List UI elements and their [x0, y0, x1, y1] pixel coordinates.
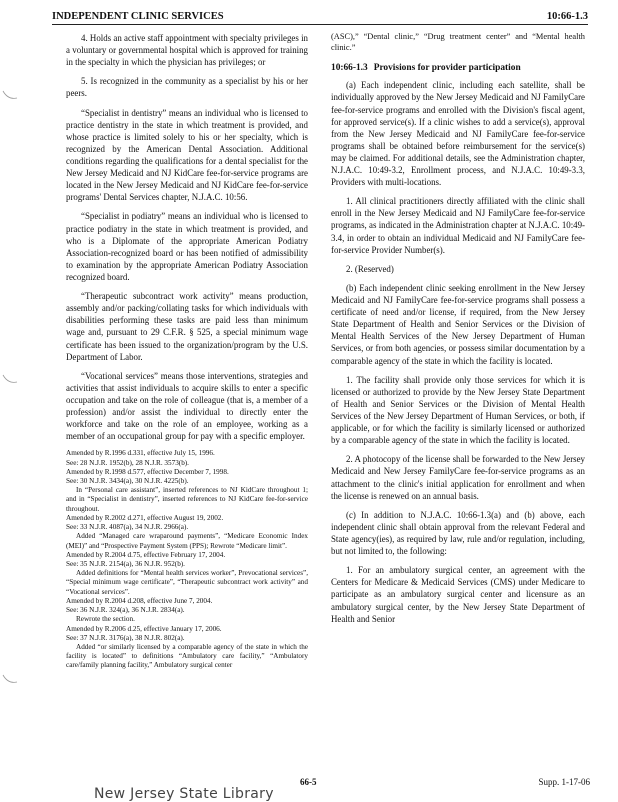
paragraph-b: (b) Each independent clinic seeking enrollment in the New Jersey Medicaid and NJ FamilyCare fee-for-service programs shall possess a certificate of need and/or license, if required, from the New Jersey State Department of Health and Senior Services or the Division of Mental Health Services of the New Jersey Department of Human Services, or from both agencies, or possess similar documentation by a comparable agency of the state in which the facility is located. [331, 282, 585, 366]
paragraph-a2: 2. (Reserved) [346, 263, 394, 274]
continued-text: (ASC),” “Dental clinic,” “Drug treatment center” and “Mental health clinic.” [331, 32, 585, 52]
definition-vocational-services: “Vocational services” means those interventions, strategies and activities that assist individuals to acquire skills to enter a specific occupation and take on the role of colleague (that is, a member of a profession) and/or assist the individual to directly enter the workforce and take on the role of an employee, working as a member of an occupational group for pay with a specific employer. [66, 370, 308, 442]
history-line: See: 36 N.J.R. 324(a), 36 N.J.R. 2834(a). [66, 606, 185, 615]
history-notes [66, 449, 308, 670]
left-column [66, 32, 308, 671]
library-stamp: New Jersey State Library [94, 786, 274, 802]
history-line: Amended by R.2004 d.208, effective June 7, 2004. [66, 596, 213, 605]
paragraph-a: (a) Each independent clinic, including each satellite, shall be individually approved by the New Jersey Medicaid and NJ FamilyCare fee-for-service programs and enrolled with the Division's fiscal agent, for approved service(s). If a clinic wishes to add a service(s), approval from the New Jersey Medicaid and NJ FamilyCare fee-for-service programs shall be obtained before reimbursement for the service(s) may be claimed. For additional details, see the Administration chapter, N.J.A.C. 10:49-3.2, Enrollment process, and N.J.A.C. 10:49-3.3, Providers with multi-locations. [331, 80, 585, 188]
history-line: Added “Managed care wraparound payments”, “Medicare Economic Index (MEI)” and “Prospective Payment System (PPS); Rewrote “Medicare limit”. [66, 532, 308, 550]
punch-hole-mark-icon [2, 672, 18, 684]
history-line: See: 35 N.J.R. 2154(a), 36 N.J.R. 952(b). [66, 560, 185, 569]
history-line: Amended by R.2004 d.75, effective February 17, 2004. [66, 550, 226, 559]
paragraph-c: (c) In addition to N.J.A.C. 10:66-1.3(a) and (b) above, each independent clinic shall obtain approval from the relevant Federal and State agency(ies), as required by law, rule and/or regulation, including, but not limited to, the following: [331, 509, 585, 557]
paragraph: 5. Is recognized in the community as a specialist by his or her peers. [66, 76, 308, 99]
history-line: See: 37 N.J.R. 3176(a), 38 N.J.R. 802(a). [66, 633, 185, 642]
header-section: 10:66-1.3 [546, 11, 588, 22]
history-line: See: 33 N.J.R. 4087(a), 34 N.J.R. 2966(a). [66, 523, 189, 532]
punch-hole-mark-icon [2, 372, 18, 384]
running-header [52, 6, 588, 25]
section-title: Provisions for provider participation [373, 62, 521, 73]
history-line: Amended by R.2002 d.271, effective August 19, 2002. [66, 513, 224, 522]
paragraph-b2: 2. A photocopy of the license shall be forwarded to the New Jersey Medicaid and New Jersey FamilyCare fee-for-service programs as an attachment to the clinic's initial application for enrollment and when the license is renewed on an annual basis. [331, 454, 585, 501]
history-line: Added “or similarly licensed by a comparable agency of the state in which the facility is located” to definitions “Ambulatory care facility,” “Ambulatory care/family planning facility,” Ambulatory surgical center [66, 642, 308, 670]
paragraph-b1: 1. The facility shall provide only those services for which it is licensed or authorized to provide by the New Jersey State Department of Health and Senior Services or the Division of Mental Health Services of the New Jersey Department of Human Services, or both, if applicable, or for which the facility is similarly licensed or authorized by a comparable agency of the state in which the facility is located. [331, 374, 585, 446]
supplement-date: Supp. 1-17-06 [538, 777, 590, 787]
paragraph-c1: 1. For an ambulatory surgical center, an agreement with the Centers for Medicare & Medicaid Services (CMS) under Medicare to participate as an ambulatory surgical center and licensure as an ambulatory surgical center, by the New Jersey State Department of Health and Senior [331, 565, 585, 624]
history-line: Amended by R.2006 d.25, effective January 17, 2006. [66, 624, 222, 633]
history-line: See: 28 N.J.R. 1952(b), 28 N.J.R. 3573(b). [66, 458, 189, 467]
header-title: INDEPENDENT CLINIC SERVICES [52, 11, 224, 22]
section-number: 10:66-1.3 [331, 62, 368, 73]
definition-specialist-podiatry: “Specialist in podiatry” means an individual who is licensed to practice podiatry in the state in which treatment is provided, and who is a Diplomate of the appropriate American Podiatry Association-recognized board or has been notified of admissibility to examination by the appropriate American Podiatry Association recognized board. [66, 211, 308, 282]
section-heading [331, 62, 585, 75]
history-line: Amended by R.1996 d.331, effective July 15, 1996. [66, 449, 215, 458]
paragraph: 4. Holds an active staff appointment with specialty privileges in a voluntary or governmental hospital which is approved for training in the specialty in which the physician has privileges; or [66, 33, 308, 68]
punch-hole-mark-icon [2, 88, 18, 100]
page-number: 66-5 [300, 777, 317, 787]
paragraph-a1: 1. All clinical practitioners directly affiliated with the clinic shall enroll in the New Jersey Medicaid and NJ FamilyCare fee-for-service programs, as indicated in the Administration chapter at N.J.A.C. 10:49-3.4, in order to obtain an individual Medicaid and NJ FamilyCare fee-for-service Provider Number(s). [331, 196, 585, 255]
history-line: Added definitions for “Mental health services worker”, Prevocational services”, “Special minimum wage certificate”, “Therapeutic subcontract work activity” and “Vocational services”. [66, 569, 308, 596]
definition-therapeutic-subcontract: “Therapeutic subcontract work activity” means production, assembly and/or packing/collating tasks for which individuals with disabilities performing these tasks are paid less than minimum wage and, pursuant to 29 C.F.R. § 525, a special minimum wage certificate has been issued to the organization/program by the U.S. Department of Labor. [66, 291, 308, 362]
history-line: Rewrote the section. [76, 615, 135, 624]
right-column [331, 32, 585, 632]
history-line: In “Personal care assistant”, inserted references to NJ KidCare throughout 1; and in “Specialist in dentistry”, inserted references to NJ KidCare fee-for-service throughout. [66, 486, 308, 513]
definition-specialist-dentistry: “Specialist in dentistry” means an individual who is licensed to practice dentistry in the state in which treatment is provided, and whose practice is limited solely to his or her specialty, which is recognized by the American Dental Association. Additional conditions regarding the qualifications for a dental specialist for the New Jersey Medicaid and NJ KidCare fee-for-service programs are located in the New Jersey Medicaid and NJ KidCare fee-for-service programs' Dental Services chapter, N.J.A.C. 10:56. [66, 107, 308, 203]
history-line: Amended by R.1998 d.577, effective December 7, 1998. [66, 467, 229, 476]
history-line: See: 30 N.J.R. 3434(a), 30 N.J.R. 4225(b). [66, 477, 189, 486]
